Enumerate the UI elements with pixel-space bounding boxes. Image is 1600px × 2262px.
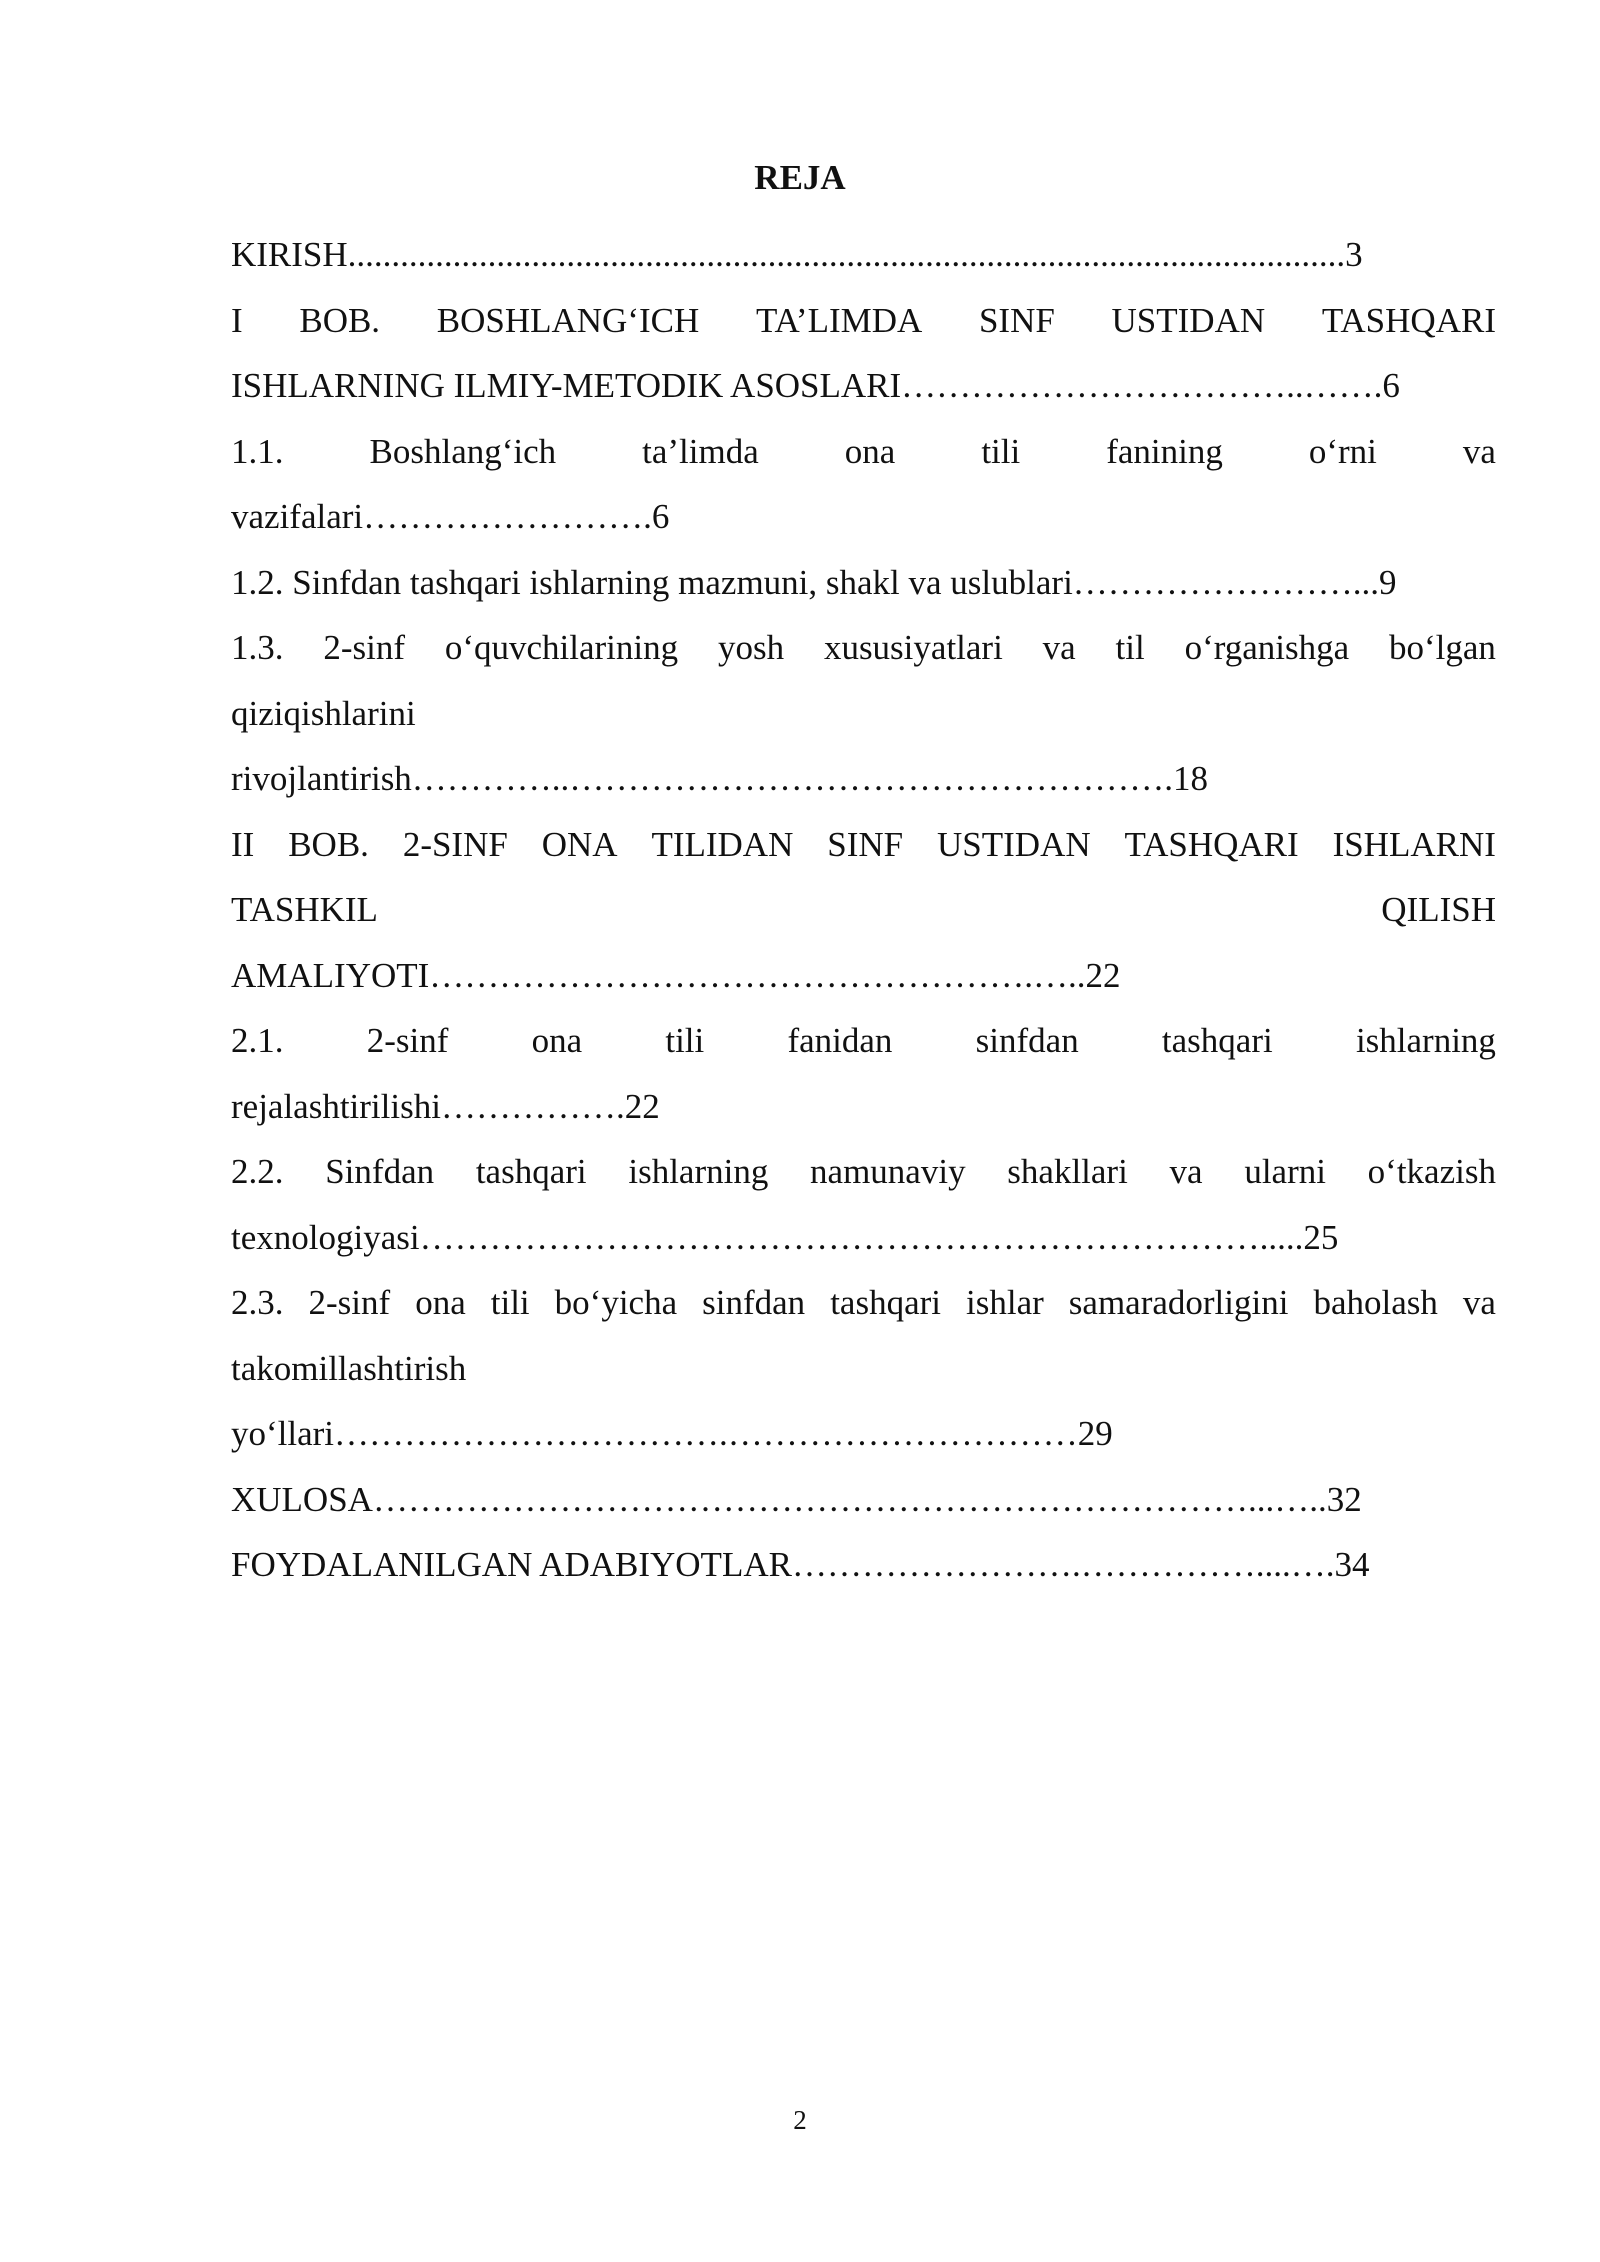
toc-line: qiziqishlarini [231, 693, 416, 733]
toc-word: tashqari [830, 1283, 941, 1322]
toc-word: o‘tkazish [1367, 1152, 1496, 1191]
toc-word: ISHLARNI [1332, 824, 1496, 864]
toc-word: o‘rni [1308, 431, 1377, 471]
toc-line: vazifalari…………………….6 [231, 497, 670, 536]
toc-word: 2.3. [231, 1283, 284, 1322]
toc-line: rejalashtirilishi…………….22 [231, 1086, 660, 1126]
toc-word: namunaviy [810, 1152, 966, 1191]
toc-word: Sinfdan [325, 1152, 435, 1191]
toc-word: yosh [717, 628, 785, 667]
toc-word: fanining [1106, 431, 1223, 471]
toc-word: ishlarning [1355, 1021, 1496, 1060]
toc-line [231, 288, 1496, 354]
toc-line: ISHLARNING ILMIY-METODIK ASOSLARI……………………………..…….6 [231, 366, 1400, 405]
toc-word: USTIDAN [1111, 300, 1266, 340]
toc-word: 2.2. [231, 1152, 284, 1191]
toc-word: I [231, 300, 243, 340]
toc-word: tili [981, 431, 1021, 471]
toc-word: ona [531, 1021, 583, 1060]
toc-word: ishlar [966, 1283, 1044, 1322]
toc-word: TASHQARI [1124, 824, 1299, 864]
toc-word: ona [844, 431, 896, 471]
toc-word: sinfdan [975, 1021, 1079, 1060]
toc-word: SINF [978, 300, 1055, 340]
toc-word: ishlarning [628, 1152, 769, 1191]
toc-word: 2-sinf [366, 1021, 449, 1060]
toc-word: va [1042, 628, 1076, 667]
toc-line: rivojlantirish…………..…………………………………………….18 [231, 759, 1209, 798]
toc-word: Boshlang‘ich [369, 431, 557, 471]
toc-line [231, 419, 1496, 485]
toc-word: sinfdan [702, 1283, 806, 1322]
toc-word: USTIDAN [937, 824, 1091, 864]
toc-word: 2.1. [231, 1021, 284, 1060]
toc-line [231, 1139, 1496, 1205]
toc-word: ONA [541, 824, 618, 864]
toc-line: takomillashtirish [231, 1348, 467, 1388]
toc-word: II [231, 824, 255, 864]
toc-word: ularni [1244, 1152, 1326, 1191]
toc-line: KIRISH..................................................................................................................3 [231, 235, 1363, 274]
toc-word: bo‘lgan [1389, 628, 1496, 667]
toc-word: shakllari [1007, 1152, 1128, 1191]
toc-word: o‘quvchilarining [444, 628, 679, 667]
toc-word: SINF [827, 824, 904, 864]
toc-line: texnologiyasi……………………………………………………………….....25 [231, 1217, 1339, 1257]
toc-word: TILIDAN [651, 824, 794, 864]
toc-word: 1.1. [231, 431, 284, 471]
toc-word: TASHKIL [231, 890, 378, 929]
page-number: 2 [793, 2105, 807, 2135]
table-of-contents [231, 222, 1496, 1598]
toc-line: XULOSA…………………………………………………………………...…..32 [231, 1479, 1362, 1519]
toc-word: TASHQARI [1321, 300, 1496, 340]
page-title: REJA [754, 158, 846, 197]
toc-word: til [1115, 628, 1145, 667]
toc-word: tashqari [1161, 1021, 1273, 1060]
toc-line [231, 812, 1496, 878]
toc-word: 2-sinf [323, 628, 405, 667]
toc-word: va [1462, 431, 1496, 471]
toc-word: xususiyatlari [823, 628, 1003, 667]
toc-word: fanidan [787, 1021, 893, 1060]
toc-word: samaradorligini [1068, 1283, 1289, 1322]
toc-word: ona [415, 1283, 466, 1322]
toc-word: va [1169, 1152, 1203, 1191]
toc-word: 1.3. [231, 628, 284, 667]
toc-line [231, 877, 1496, 943]
toc-word: bo‘yicha [554, 1283, 678, 1322]
toc-word: va [1462, 1283, 1496, 1322]
toc-word: BOB. [299, 300, 381, 340]
toc-line [231, 615, 1496, 681]
toc-word: TA’LIMDA [755, 300, 923, 340]
toc-word: tili [665, 1021, 705, 1060]
toc-word: 2-sinf [308, 1283, 391, 1322]
toc-line [231, 1008, 1496, 1074]
toc-word: QILISH [1381, 890, 1496, 929]
toc-word: tashqari [475, 1152, 587, 1191]
toc-word: baholash [1313, 1283, 1438, 1322]
toc-line: yo‘llari…………………………….…………………………29 [231, 1414, 1113, 1453]
toc-word: ta’limda [642, 431, 759, 471]
toc-line: 1.2. Sinfdan tashqari ishlarning mazmuni, shakl va uslublari……………………...9 [231, 562, 1397, 602]
toc-line: AMALIYOTI…………………………………………….…..22 [231, 955, 1121, 995]
toc-word: tili [490, 1283, 530, 1322]
toc-word: BOSHLANG‘ICH [436, 300, 700, 340]
toc-word: 2-SINF [402, 824, 508, 864]
toc-word: BOB. [288, 824, 369, 864]
toc-word: o‘rganishga [1184, 628, 1350, 667]
toc-line: FOYDALANILGAN ADABIYOTLAR…………………….……………....….34 [231, 1545, 1370, 1584]
toc-line [231, 1270, 1496, 1336]
